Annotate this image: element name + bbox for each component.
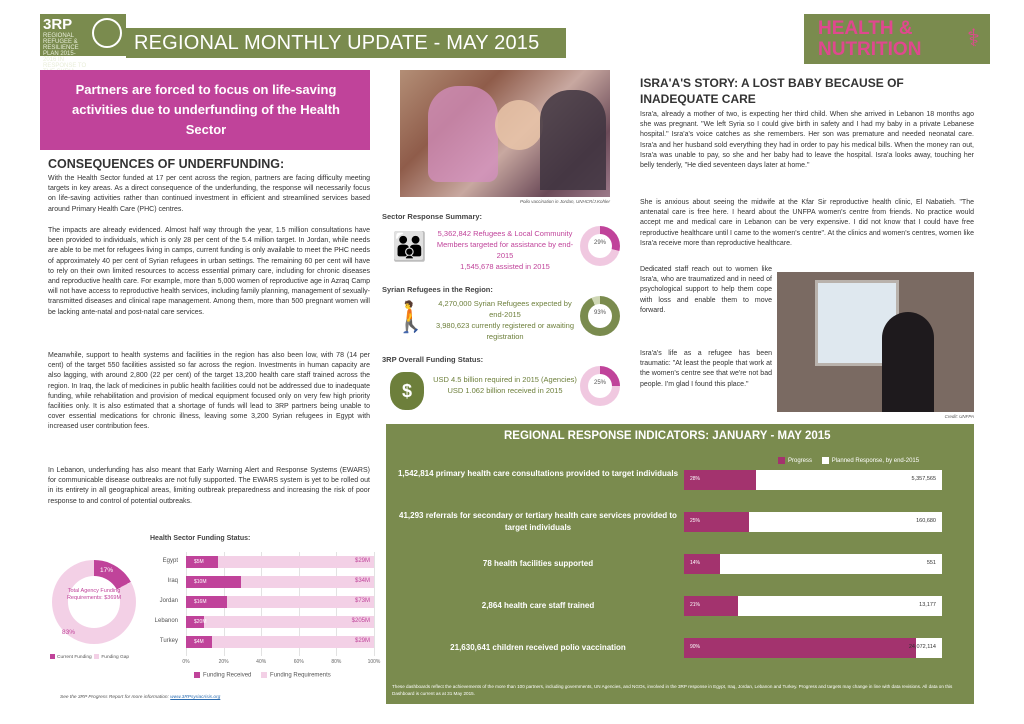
indicator-label: 21,630,641 children received polio vaccination	[450, 643, 626, 652]
health-caduceus-icon: ⚕	[967, 25, 980, 52]
x-tick-label: 80%	[331, 659, 342, 665]
consequences-paragraph-1: With the Health Sector funded at 17 per cent across the region, partners are facing difficulty meeting targets in key areas. As a direct consequence of the underfunding, the response will necessarily focus on life-saving activities rather than continued investment in efficient and streamlined services based around Primary Health Care (PHC) centres.	[48, 175, 370, 213]
consequences-paragraph-4: In Lebanon, underfunding has also meant that Early Warning Alert and Response Systems (EWARS) for communicable disease outbreaks are not fully supported. The EWARS system is yet to be rolled out in its entirety in all geographical areas, limiting outbreak preparedness and increasing the risk of poor response to and control of potential outbreaks.	[48, 467, 370, 505]
page-title: REGIONAL MONTHLY UPDATE - MAY 2015	[134, 32, 540, 54]
story-paragraph-4: Isra'a's life as a refugee has been traumatic: "At least the people that work at the women's centre see that we're not bad people. I'm glad I found this place."	[640, 350, 772, 388]
funding-required: USD 4.5 billion required in 2015 (Agencies)	[433, 375, 577, 384]
logo-emblem-icon	[92, 18, 122, 48]
indicator-label: 1,542,814 primary health care consultations provided to target individuals	[397, 469, 679, 478]
indicator-label: 2,864 health care staff trained	[481, 601, 595, 610]
pie-legend-funded-swatch	[50, 654, 55, 659]
consequences-heading: CONSEQUENCES OF UNDERFUNDING:	[48, 157, 285, 171]
chart-gridline	[374, 552, 375, 656]
country-label: Iraq	[167, 578, 178, 584]
x-tick-label: 60%	[293, 659, 304, 665]
indicator-target: 551	[926, 560, 936, 566]
country-label: Egypt	[162, 558, 178, 564]
women-centre-photo	[777, 272, 974, 412]
x-tick-label: 40%	[256, 659, 267, 665]
legend-progress-swatch	[778, 457, 785, 464]
logo-main-text: 3RP	[43, 16, 73, 33]
x-tick-label: 0%	[182, 659, 190, 665]
indicator-percent: 14%	[690, 560, 701, 566]
required-value-label: $29M	[354, 558, 370, 564]
funding-received-bar	[186, 596, 227, 608]
3rp-logo	[40, 14, 126, 69]
footer-note	[60, 695, 220, 700]
funding-requirement-bar	[186, 556, 374, 568]
indicator-percent: 21%	[690, 602, 701, 608]
headline-text: Partners are forced to focus on life-saving activities due to underfunding of the Health Sector	[72, 82, 340, 137]
story-paragraph-1: Isra'a, already a mother of two, is expecting her third child. When she arrived in Lebanon 18 months ago she was pregnant. "We left Syria so I could give birth in safety and I had my baby in a private Lebanese hospital." Isra'a's voice catches as she remembers. Her son was premature and needed neonatal care. Isra'a and her husband sold everything they had in order to pay his medical bills. When the money ran out, Isra'a was unable to pay, so she and her baby had to leave the hospital. Isra'a looks away, touching her belly tenderly, "He died seventeen days later at home."	[640, 111, 974, 170]
indicator-target: 5,357,565	[911, 476, 936, 482]
received-value-label: $20M	[194, 619, 207, 625]
pie-legend-gap: Funding Gap	[101, 654, 130, 660]
refugees-donut-label: 93%	[593, 310, 606, 316]
summary-donut-label: 29%	[593, 240, 606, 246]
x-tick-label: 100%	[367, 659, 381, 665]
funding-donut	[580, 366, 620, 406]
required-value-label: $73M	[354, 598, 370, 604]
funding-text	[430, 374, 580, 396]
indicator-bar	[684, 470, 942, 490]
indicator-bar	[684, 554, 942, 574]
indicator-bar	[684, 596, 942, 616]
refugees-expected: 4,270,000 Syrian Refugees expected by end-2015	[438, 299, 572, 319]
sector-title: HEALTH & NUTRITION	[818, 18, 922, 60]
pie-funded-label: 17%	[100, 567, 114, 574]
headline-banner	[40, 70, 370, 150]
indicators-title: REGIONAL RESPONSE INDICATORS: JANUARY - MAY 2015	[504, 430, 831, 442]
consequences-paragraph-3: Meanwhile, support to health systems and facilities in the region has also been low, with 78 (14 per cent) of the target 550 facilities assisted so far across the region. Investments in human capacity are also lagging, with around 2,800 (22 per cent) of the target 13,200 health care staff trained across the region. In Iraq, the lack of medicines in public health facilities could not be addressed due to inadequate funding, while rehabilitation and provision of medical equipment focused only on very few high priority facilities only. It is also estimated that a shortage of funds will lead to 3RP partners being unable to cover essential medications for chronic illness, leaving some 3,200 Syrian refugees in Egypt with increased user contribution fees.	[48, 352, 370, 431]
required-value-label: $205M	[351, 618, 370, 624]
sector-response-summary-heading: Sector Response Summary:	[382, 212, 483, 221]
refugees-donut	[580, 296, 620, 336]
people-icon: 👪	[392, 231, 423, 262]
indicators-legend	[770, 457, 919, 464]
legend-planned-swatch	[822, 457, 829, 464]
indicator-bar	[684, 512, 942, 532]
indicator-percent: 25%	[690, 518, 701, 524]
pie-legend	[50, 654, 129, 660]
pie-center-label: Total Agency Funding Requirements: $369M	[66, 588, 122, 601]
consequences-paragraph-2: The impacts are already evidenced. Almost half way through the year, 1.5 million consultations have been provided to individuals, which is only 28 per cent of the 5.4 million target. In Jordan, while needs are able to be met for refugees living in camps, current funding is only available to meet the PHC needs of approximately 40 per cent of Syrian refugees in urban settings. The remaining 60 per cent will have to rely on their own limited resources to access essential primary care, including for chronic diseases and reproductive health care. For example, more than 5,000 women of reproductive age in Azraq Camp will not have access to reproductive health services, including family planning, management of sexually-transmitted diseases and clinical rape management. Among them, more than 500 pregnant women will be lacking ante-natal and post-natal care services.	[48, 227, 370, 316]
funding-requirement-bar	[186, 616, 374, 628]
story-paragraph-2: She is anxious about seeing the midwife at the Kfar Sir reproductive health clinic, El Nabatieh. "The antenatal care is free here. I heard about the UNFPA women's centre from friends. No practice would accept me and medical care in Lebanon can be very expensive. I did not know that I could have free reproductive healthcare until I came to the women's centre". At the clinics and women's centres, women like Isra'a receive more than reproductive healthcare.	[640, 199, 974, 247]
summary-donut	[580, 226, 620, 266]
indicator-label: 41,293 referrals for secondary or tertiary health care services provided to target individuals	[399, 511, 677, 532]
received-value-label: $10M	[194, 579, 207, 585]
footer-text: See the 3RP Progress Report for more information:	[60, 695, 169, 700]
pie-legend-gap-swatch	[94, 654, 99, 659]
page-title-bar	[126, 28, 566, 58]
overall-funding-heading: 3RP Overall Funding Status:	[382, 355, 484, 364]
money-bag-icon: $	[390, 372, 424, 410]
received-value-label: $4M	[194, 639, 204, 645]
funding-donut-label: 25%	[593, 380, 606, 386]
refugee-walking-icon: 🚶	[392, 301, 430, 334]
summary-text	[430, 228, 580, 272]
legend-planned-label: Planned Response, by end-2015	[831, 458, 920, 465]
indicator-percent: 90%	[690, 644, 701, 650]
funding-requirement-bar	[186, 596, 374, 608]
indicator-target: 13,177	[919, 602, 936, 608]
required-value-label: $29M	[354, 638, 370, 644]
pie-legend-funded: Current Funding	[57, 654, 92, 660]
refugee-text	[430, 298, 580, 342]
legend-progress-label: Progress	[788, 458, 813, 465]
story-heading: ISRA'A'S STORY: A LOST BABY BECAUSE OF INADEQUATE CARE	[640, 76, 904, 106]
indicator-percent: 28%	[690, 476, 701, 482]
funding-chart-title: Health Sector Funding Status:	[150, 535, 251, 542]
refugees-registered: 3,980,623 currently registered or awaiting registration	[436, 321, 574, 341]
legend-required-swatch	[261, 672, 267, 678]
received-value-label: $16M	[194, 599, 207, 605]
country-label: Turkey	[159, 638, 178, 644]
photo-credit: Credit: UNFPA	[944, 414, 974, 419]
logo-sub-text: REGIONAL REFUGEE & RESILIENCE PLAN 2015-2016 IN RESPONSE TO	[43, 33, 87, 69]
indicator-label: 78 health facilities supported	[482, 559, 594, 568]
country-label: Lebanon	[154, 618, 178, 624]
pie-gap-label: 83%	[62, 629, 76, 636]
story-paragraph-3: Dedicated staff reach out to women like Isra'a, who are traumatized and in need of psychological support to help them cope with loss and enable them to move forward.	[640, 266, 772, 314]
received-value-label: $5M	[194, 559, 204, 565]
funding-requirement-bar	[186, 576, 374, 588]
funding-chart-legend	[186, 672, 331, 679]
sector-title-box	[804, 14, 990, 64]
legend-received-label: Funding Received	[203, 672, 252, 679]
x-tick-label: 20%	[218, 659, 229, 665]
funding-requirement-bar	[186, 636, 374, 648]
summary-assisted: 1,545,678 assisted in 2015	[460, 262, 550, 271]
indicator-target: 160,680	[916, 518, 936, 524]
legend-required-label: Funding Requirements	[270, 672, 331, 679]
indicator-bar	[684, 638, 942, 658]
footer-link[interactable]: www.3RPsyriacrisis.org	[170, 695, 221, 700]
indicator-progress-fill	[684, 638, 916, 658]
funding-received: USD 1.062 billion received in 2015	[447, 386, 563, 395]
country-label: Jordan	[159, 598, 178, 604]
indicator-target: 24,072,114	[908, 644, 936, 650]
indicators-note: These dashboards reflect the achievements of the more than 100 partners, including governments, UN Agencies, and NGOs, involved in the 3RP response in Egypt, Iraq, Jordan, Lebanon and Turkey. Progress and targets may change in line with data revisions. All data on this Dashboard is current as at 31 May 2015.	[392, 684, 953, 696]
legend-received-swatch	[194, 672, 200, 678]
photo-caption: Polio vaccination in Jordan, UNHCR/J.Kohler	[519, 199, 610, 204]
summary-targeted: 5,362,842 Refugees & Local Community Members targeted for assistance by end-2015	[436, 229, 574, 260]
polio-vaccination-photo	[400, 70, 610, 197]
syrian-refugees-heading: Syrian Refugees in the Region:	[382, 285, 493, 294]
required-value-label: $34M	[354, 578, 370, 584]
